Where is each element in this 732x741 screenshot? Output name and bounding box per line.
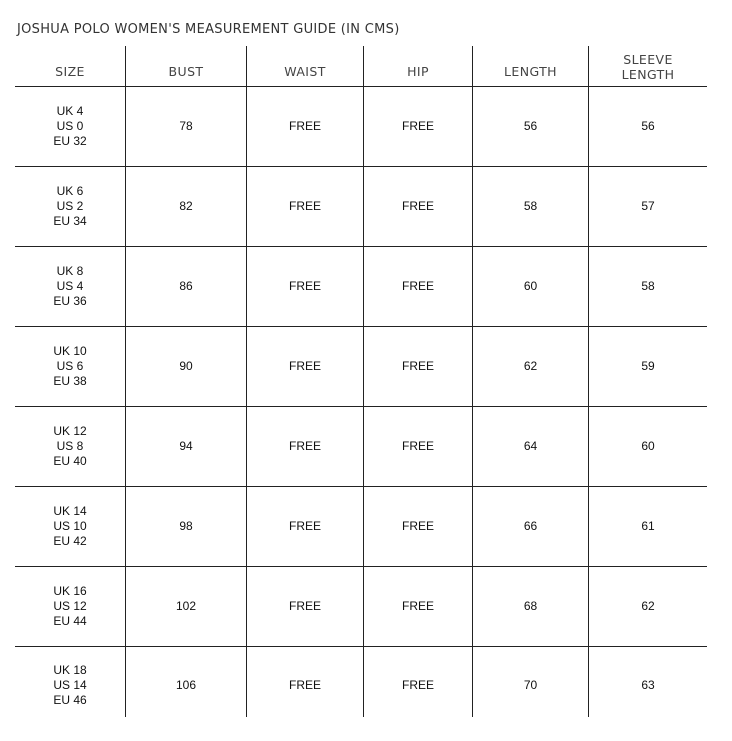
bust-cell: 98 [125, 487, 246, 566]
sleeve-length-cell: 58 [588, 247, 707, 326]
bust-value: 106 [175, 678, 197, 692]
waist-value: FREE [288, 678, 321, 692]
length-cell: 68 [472, 567, 588, 646]
header-size: SIZE [55, 64, 85, 79]
hip-cell: FREE [363, 87, 472, 166]
table-row [15, 487, 707, 567]
length-cell [472, 647, 588, 717]
hip-cell: FREE [363, 487, 472, 566]
size-uk: UK 16 [53, 584, 87, 598]
sleeve-length-cell: 61 [588, 487, 707, 566]
size-us: US 10 [53, 519, 87, 533]
bust-cell: 78 [125, 87, 246, 166]
bust-cell: 90 [125, 327, 246, 406]
hip-cell: FREE [363, 567, 472, 646]
bust-cell: 86 [125, 247, 246, 326]
length-cell: 62 [472, 327, 588, 406]
table-row [15, 647, 707, 717]
header-length: LENGTH [472, 46, 588, 86]
table-row [15, 407, 707, 487]
size-uk: UK 14 [53, 504, 87, 518]
size-eu: EU 46 [53, 693, 87, 707]
hip-cell [363, 647, 472, 717]
size-cell [15, 567, 125, 646]
measurement-table [15, 46, 707, 717]
size-eu: EU 32 [53, 134, 87, 148]
size-eu: EU 34 [53, 214, 87, 228]
waist-cell: FREE [246, 567, 363, 646]
length-cell: 60 [472, 247, 588, 326]
size-cell [15, 327, 125, 406]
size-us: US 14 [53, 678, 87, 692]
sleeve-length-cell: 59 [588, 327, 707, 406]
waist-cell: FREE [246, 167, 363, 246]
table-row [15, 87, 707, 167]
size-uk: UK 12 [53, 424, 87, 438]
hip-cell: FREE [363, 327, 472, 406]
hip-cell: FREE [363, 247, 472, 326]
hip-cell: FREE [363, 407, 472, 486]
header-hip: HIP [363, 46, 472, 86]
waist-cell: FREE [246, 487, 363, 566]
size-us: US 8 [56, 439, 84, 453]
table-row [15, 567, 707, 647]
waist-cell: FREE [246, 407, 363, 486]
size-us: US 4 [56, 279, 84, 293]
waist-cell: FREE [246, 327, 363, 406]
size-uk: UK 4 [56, 104, 84, 118]
size-us: US 6 [56, 359, 84, 373]
size-eu: EU 44 [53, 614, 87, 628]
size-cell [15, 487, 125, 566]
page-title: JOSHUA POLO WOMEN'S MEASUREMENT GUIDE (IN CMS) [17, 22, 400, 37]
size-uk: UK 6 [56, 184, 84, 198]
size-cell [15, 407, 125, 486]
size-uk: UK 18 [53, 663, 87, 677]
waist-cell [246, 647, 363, 717]
bust-cell [125, 647, 246, 717]
size-eu: EU 36 [53, 294, 87, 308]
size-cell [15, 87, 125, 166]
size-eu: EU 42 [53, 534, 87, 548]
bust-cell: 94 [125, 407, 246, 486]
size-uk: UK 10 [53, 344, 87, 358]
sleeve-length-cell: 62 [588, 567, 707, 646]
header-sleeve-length: SLEEVE LENGTH [588, 46, 707, 86]
size-cell [15, 247, 125, 326]
size-eu: EU 40 [53, 454, 87, 468]
hip-value: FREE [401, 678, 434, 692]
hip-cell: FREE [363, 167, 472, 246]
size-us: US 0 [56, 119, 84, 133]
size-cell [15, 647, 125, 717]
size-eu: EU 38 [53, 374, 87, 388]
length-cell: 64 [472, 407, 588, 486]
table-row [15, 247, 707, 327]
sleeve-length-cell: 60 [588, 407, 707, 486]
size-us: US 12 [53, 599, 87, 613]
size-cell [15, 167, 125, 246]
table-row [15, 327, 707, 407]
length-cell: 58 [472, 167, 588, 246]
length-cell: 66 [472, 487, 588, 566]
header-waist: WAIST [246, 46, 363, 86]
waist-cell: FREE [246, 247, 363, 326]
table-header-row [15, 46, 707, 87]
sleeve-length-cell: 57 [588, 167, 707, 246]
size-us: US 2 [56, 199, 84, 213]
bust-cell: 102 [125, 567, 246, 646]
waist-cell: FREE [246, 87, 363, 166]
length-value: 70 [523, 678, 538, 692]
sleeve-length-value: 63 [641, 678, 655, 692]
header-bust: BUST [125, 46, 246, 86]
sleeve-length-cell: 56 [588, 87, 707, 166]
bust-cell: 82 [125, 167, 246, 246]
table-row [15, 167, 707, 247]
length-cell: 56 [472, 87, 588, 166]
sleeve-length-cell [588, 647, 707, 717]
size-uk: UK 8 [56, 264, 84, 278]
